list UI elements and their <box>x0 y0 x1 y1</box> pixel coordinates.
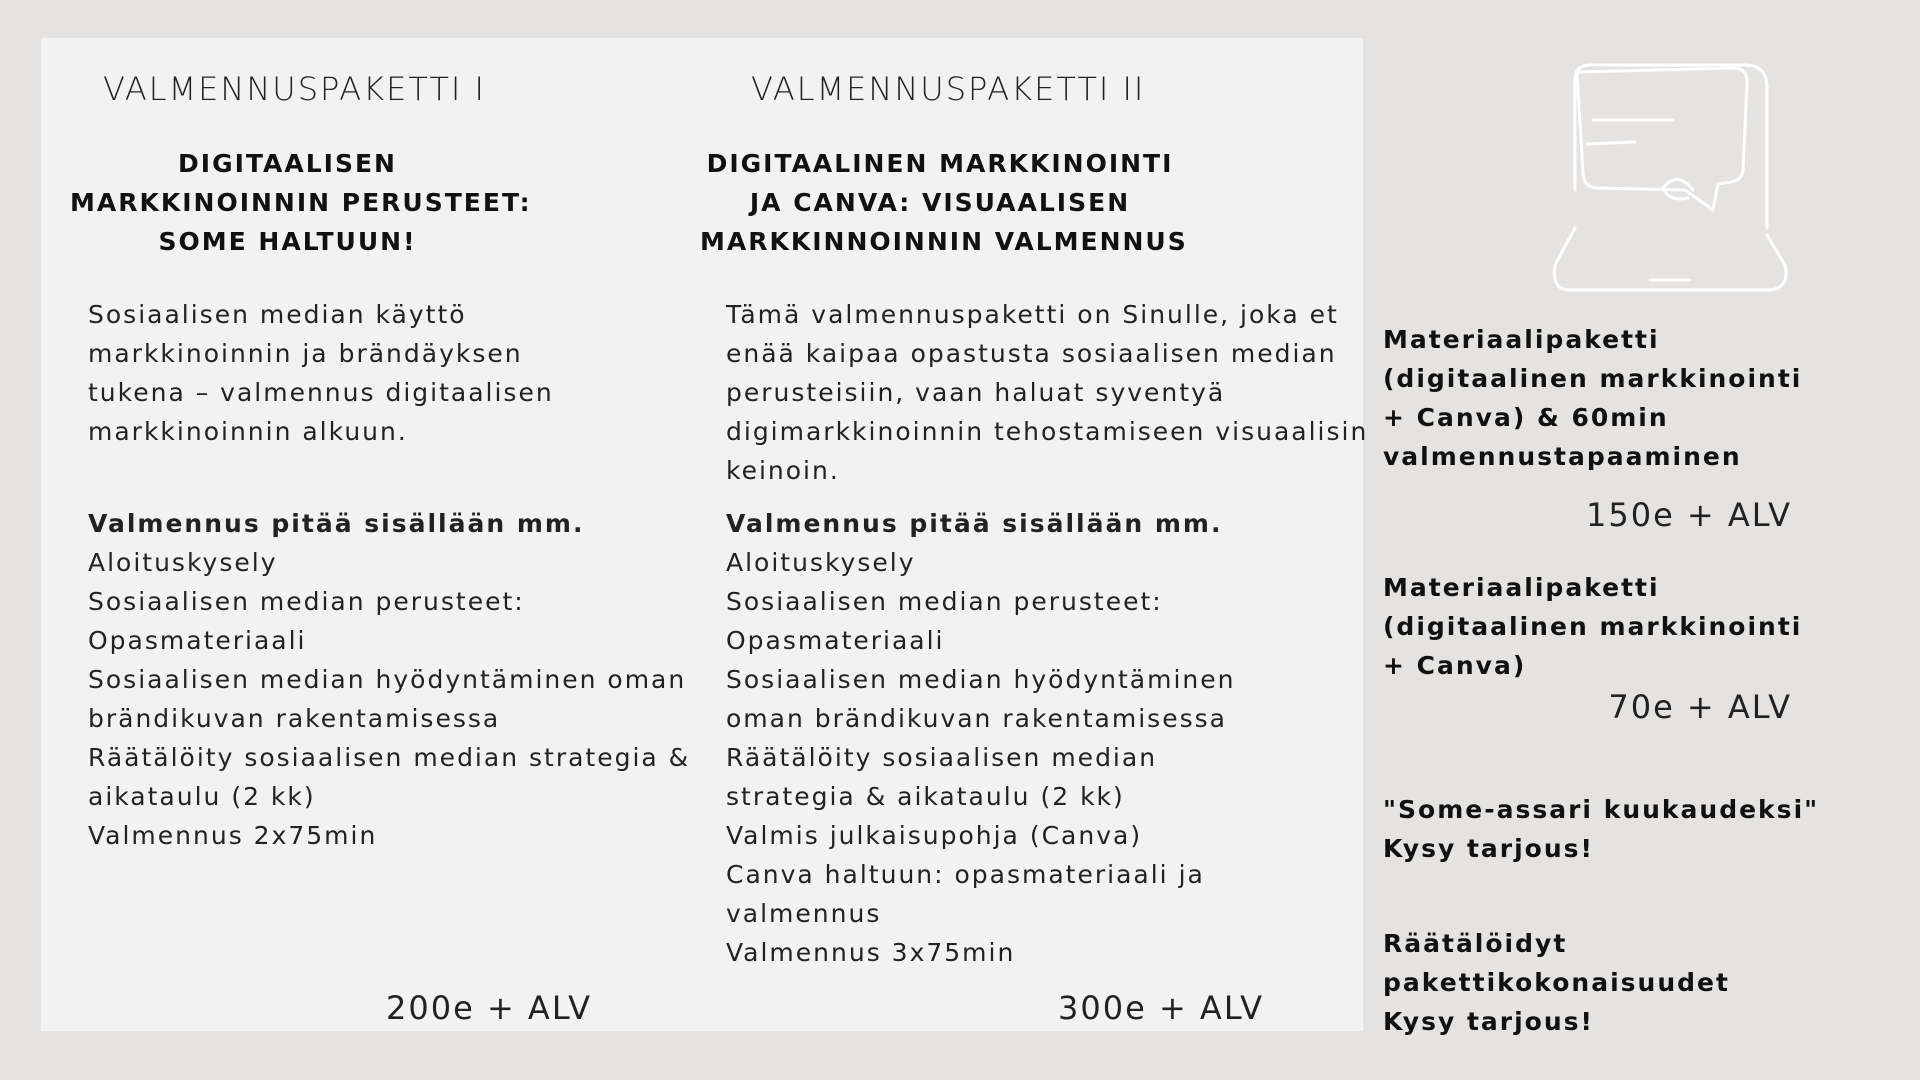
package1-description: Sosiaalisen median käyttö markkinoinnin ja brändäyksen tukena – valmennus digitaalisen markkinoinnin alkuun. <box>88 300 554 446</box>
package1-price: 200e + ALV <box>386 989 593 1027</box>
list-item: strategia & aikataulu (2 kk) <box>726 782 1125 811</box>
offer4-text: Räätälöidyt pakettikokonaisuudet Kysy tarjous! <box>1383 929 1730 1036</box>
list-item: Valmennus 3x75min <box>726 938 1016 967</box>
package2-description: Tämä valmennuspaketti on Sinulle, joka et enää kaipaa opastusta sosiaalisen median perusteisiin, vaan haluat syventyä digimarkkinoinnin tehostamiseen visuaalisin keinoin. <box>726 300 1369 485</box>
package2-includes-heading: Valmennus pitää sisällään mm. <box>726 509 1223 538</box>
package2-subtitle: DIGITAALINEN MARKKINOINTI JA CANVA: VISUAALISEN MARKKINNOINNIN VALMENNUS <box>700 149 1188 256</box>
offer3-text: "Some-assari kuukaudeksi" Kysy tarjous! <box>1383 795 1820 863</box>
package2-price: 300e + ALV <box>1058 989 1265 1027</box>
list-item: Sosiaalisen median perusteet: <box>726 587 1163 616</box>
list-item: Räätälöity sosiaalisen median <box>726 743 1158 772</box>
package1-includes-heading: Valmennus pitää sisällään mm. <box>88 509 585 538</box>
list-item: Sosiaalisen median hyödyntäminen <box>726 665 1236 694</box>
list-item: valmennus <box>726 899 882 928</box>
list-item: Opasmateriaali <box>88 626 307 655</box>
package2-includes <box>726 504 1235 972</box>
list-item: Canva haltuun: opasmateriaali ja <box>726 860 1205 889</box>
offer1-price: 150e + ALV <box>1585 496 1792 534</box>
list-item: Valmennus 2x75min <box>88 821 378 850</box>
list-item: Aloituskysely <box>88 548 278 577</box>
list-item: Valmis julkaisupohja (Canva) <box>726 821 1143 850</box>
package2-title: VALMENNUSPAKETTI II <box>751 70 1146 108</box>
laptop-chat-icon <box>1545 60 1790 305</box>
list-item: brändikuvan rakentamisessa <box>88 704 501 733</box>
list-item: Opasmateriaali <box>726 626 945 655</box>
list-item: Sosiaalisen median perusteet: <box>88 587 525 616</box>
offer2-text: Materiaalipaketti (digitaalinen markkinointi + Canva) <box>1383 573 1803 680</box>
list-item: Sosiaalisen median hyödyntäminen oman <box>88 665 687 694</box>
offer1-text: Materiaalipaketti (digitaalinen markkinointi + Canva) & 60min valmennustapaaminen <box>1383 325 1803 471</box>
package1-title: VALMENNUSPAKETTI I <box>103 70 486 108</box>
offer2-price: 70e + ALV <box>1608 688 1792 726</box>
list-item: oman brändikuvan rakentamisessa <box>726 704 1227 733</box>
list-item: aikataulu (2 kk) <box>88 782 316 811</box>
list-item: Aloituskysely <box>726 548 916 577</box>
package1-includes <box>88 504 690 855</box>
package1-subtitle: DIGITAALISEN MARKKINOINNIN PERUSTEET: SOME HALTUUN! <box>70 149 532 256</box>
list-item: Räätälöity sosiaalisen median strategia & <box>88 743 691 772</box>
